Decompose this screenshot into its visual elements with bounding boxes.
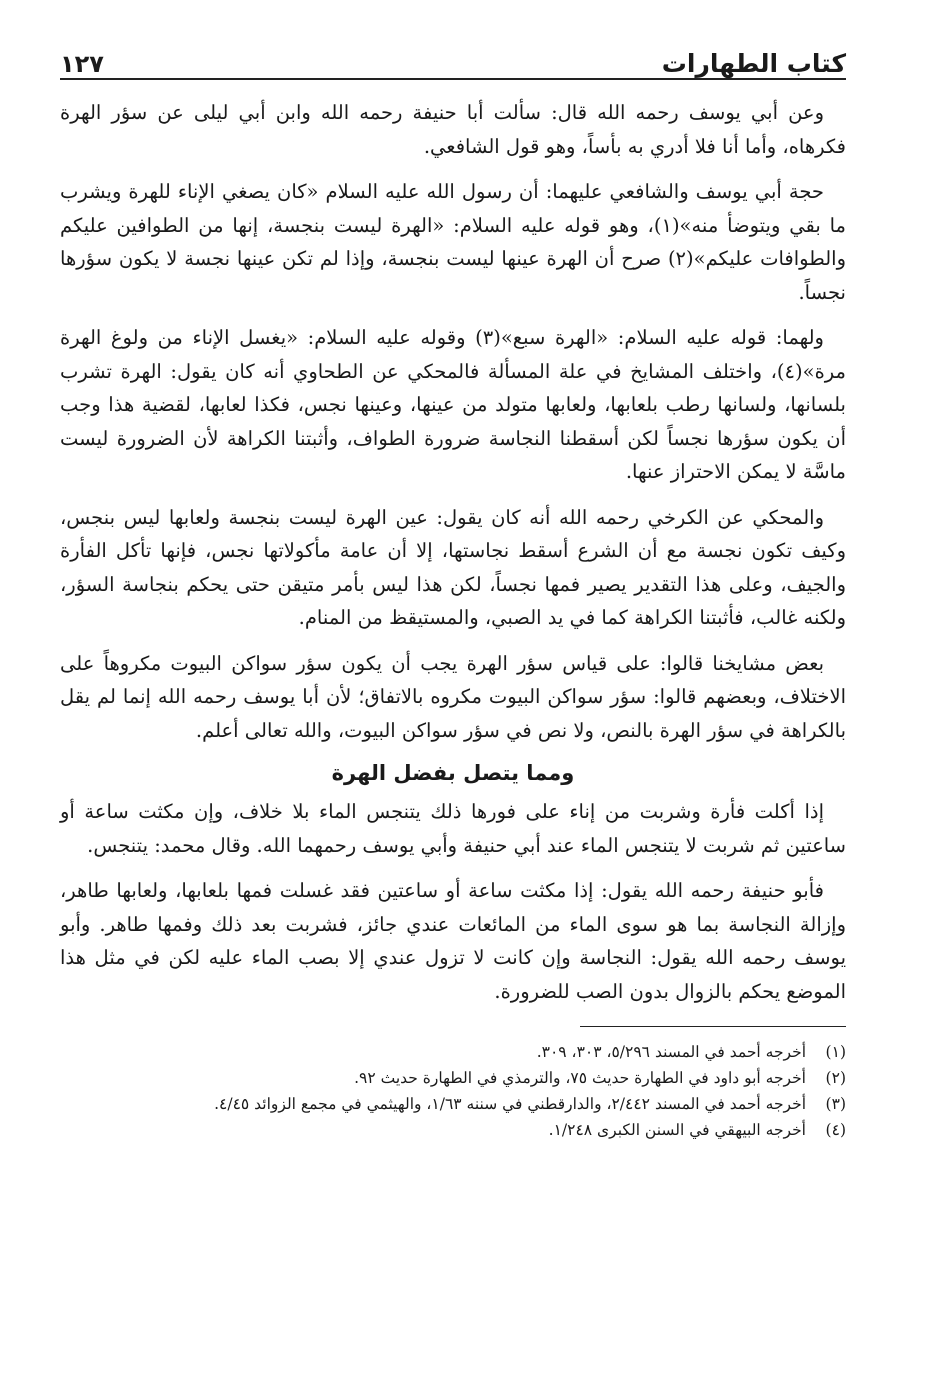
main-text (60, 80, 846, 1008)
paragraph: فأبو حنيفة رحمه الله يقول: إذا مكثت ساعة أو ساعتين فقد غسلت فمها بلعابها، ولعابها طاهر، وإزالة النجاسة بما هو سوى الماء من المائعات عندي جائز، فشربت بعد ذلك وفمها طاهر. وأبو يوسف رحمه الله يقول: النجاسة وإن كانت لا تزول عندي إلا بصب الماء عليه لكن في مثل هذا الموضع يحكم بالزوال بدون الصب للضرورة. (60, 879, 846, 1003)
footnote (60, 1065, 846, 1091)
footnote-text: أخرجه أحمد في المسند ٥/٢٩٦، ٣٠٣، ٣٠٩. (536, 1043, 806, 1061)
footnote-text: أخرجه أبو داود في الطهارة حديث ٧٥، والترمذي في الطهارة حديث ٩٢. (354, 1069, 806, 1087)
paragraph: حجة أبي يوسف والشافعي عليهما: أن رسول الله عليه السلام «كان يصغي الإناء للهرة ويشرب ما بقي ويتوضأ منه»(١)، وهو قوله عليه السلام: «الهرة ليست بنجسة، إنها من الطوافين عليكم والطوافات عليكم»(٢) صرح أن الهرة عينها ليست بنجسة، وإذا لم تكن عينها نجسة لا يكون سؤرها نجساً. (60, 180, 846, 304)
footnote-number: (٣) (825, 1095, 846, 1113)
footnotes (60, 1039, 846, 1143)
paragraph: والمحكي عن الكرخي رحمه الله أنه كان يقول: عين الهرة ليست بنجسة ولعابها ليس بنجس، وكيف تكون نجسة مع أن الشرع أسقط نجاستها، إلا أن عامة مأكولاتها نجس، فإنها تأكل الفأرة والجيف، وعلى هذا التقدير يصير فمها نجساً، لكن هذا ليس بأمر متيقن حتى يحكم بنجاسة السؤر، ولكنه غالب، فأثبتنا الكراهة كما في يد الصبي، والمستيقظ من المنام. (60, 505, 846, 629)
footnote-number: (١) (825, 1043, 846, 1061)
footnote-number: (٤) (825, 1121, 846, 1139)
footnote (60, 1091, 846, 1117)
paragraph: بعض مشايخنا قالوا: على قياس سؤر الهرة يجب أن يكون سؤر سواكن البيوت مكروهاً على الاختلاف، وبعضهم قالوا: سؤر سواكن البيوت مكروه بالاتفاق؛ لأن أبا يوسف رحمه الله إنما لم يقل بالكراهة في سؤر الهرة بالنص، ولا نص في سؤر سواكن البيوت، والله تعالى أعلم. (60, 651, 846, 742)
footnote (60, 1039, 846, 1065)
footnote-number: (٢) (825, 1069, 846, 1087)
paragraph: إذا أكلت فأرة وشربت من إناء على فورها ذلك يتنجس الماء بلا خلاف، وإن مكثت ساعة أو ساعتين ثم شربت لا يتنجس الماء عند أبي حنيفة وأبي يوسف رحمهما الله. وقال محمد: يتنجس. (60, 800, 846, 857)
section-heading: ومما يتصل بفضل الهرة (331, 761, 575, 785)
paragraph: ولهما: قوله عليه السلام: «الهرة سبع»(٣) وقوله عليه السلام: «يغسل الإناء من ولوغ الهرة مرة»(٤)، واختلف المشايخ في علة المسألة فالمحكي عن الطحاوي أنه كان يقول: الهرة تشرب بلسانها، ولسانها رطب بلعابها، ولعابها متولد من عينها، وعينها نجس، فكذا لعابها، لقضية هذا وجب أن يكون سؤرها نجساً لكن أسقطنا النجاسة ضرورة الطواف، وأثبتنا الكراهة لأن الضرورة ليست ماسَّة لا يمكن الاحتراز عنها. (60, 326, 846, 483)
footnote-text: أخرجه أحمد في المسند ٢/٤٤٢، والدارقطني في سننه ١/٦٣، والهيثمي في مجمع الزوائد ٤/٤٥. (214, 1095, 806, 1113)
page-number: ١٢٧ (60, 50, 104, 78)
book-page (60, 36, 846, 1143)
footnote-text: أخرجه البيهقي في السنن الكبرى ١/٢٤٨. (548, 1121, 806, 1139)
paragraph: وعن أبي يوسف رحمه الله قال: سألت أبا حنيفة رحمه الله وابن أبي ليلى عن سؤر الهرة فكرهاه، وأما أنا فلا أدري به بأساً، وهو قول الشافعي. (60, 101, 846, 158)
chapter-title: كتاب الطهارات (661, 49, 846, 78)
footnote-divider (580, 1026, 846, 1027)
running-header (60, 36, 846, 80)
footnote (60, 1117, 846, 1143)
